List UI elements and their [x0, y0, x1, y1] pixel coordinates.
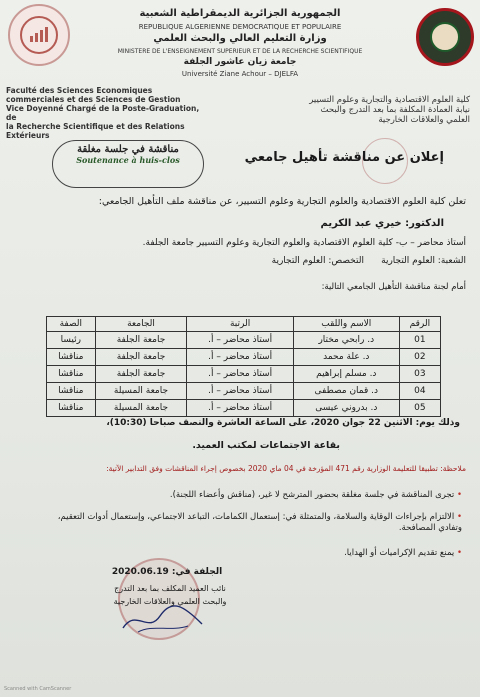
note-text: ملاحظة: تطبيقا للتعليمة الوزارية رقم 471 المؤرخة في 04 ماي 2020 بخصوص إجراء المناقشات وفق التدابير الآتية: [106, 464, 466, 473]
table-row [47, 332, 441, 349]
table-cell: د. علة محمد [293, 349, 399, 366]
signature-line-2: والبحث العلمي والعلاقات الخارجية [113, 597, 227, 606]
bullet-item [42, 512, 462, 534]
table-header: الرتبة [187, 317, 293, 332]
table-row [47, 366, 441, 383]
table-cell: 01 [399, 332, 440, 349]
table-cell: أستاذ محاضر – أ. [187, 383, 293, 400]
faculty-block-fr [6, 86, 206, 140]
table-cell: أستاذ محاضر – أ. [187, 366, 293, 383]
table-cell: جامعة الجلفة [95, 349, 187, 366]
table-cell: أستاذ محاضر – أ. [187, 332, 293, 349]
table-cell: رئيسا [47, 332, 96, 349]
candidate-position: أستاذ محاضر – ب- كلية العلوم الاقتصادية والعلوم التجارية وعلوم التسيير جامعة الجلفة. [142, 238, 466, 248]
scanner-watermark: Scanned with CamScanner [4, 686, 72, 692]
faculty-line-ar: نيابة العمادة المكلفة بما بعد التدرج والبحث [320, 105, 470, 115]
table-cell: د. قمان مصطفى [293, 383, 399, 400]
committee-intro: أمام لجنة مناقشة التأهيل الجامعي التالية: [321, 282, 466, 292]
faculty-line-ar: العلمي والعلاقات الخارجية [378, 115, 470, 125]
table-cell: 04 [399, 383, 440, 400]
table-cell: أستاذ محاضر – أ. [187, 400, 293, 417]
bullet-dot: • [454, 548, 462, 558]
header-fr-republic: REPUBLIQUE ALGERIENNE DEMOCRATIQUE ET POPULAIRE [138, 23, 342, 31]
table-header: الاسم واللقب [293, 317, 399, 332]
defense-venue: بقاعة الاجتماعات لمكتب العميد. [192, 440, 340, 451]
table-cell: مناقشا [47, 349, 96, 366]
header-fr-ministry: MINISTERE DE L'ENSEIGNEMENT SUPERIEUR ET DE LA RECHERCHE SCIENTIFIQUE [117, 48, 363, 55]
table-row [47, 349, 441, 366]
faculty-block-ar [260, 95, 470, 125]
table-cell: د. بدروني عيسى [293, 400, 399, 417]
table-cell: د. مسلم إبراهيم [293, 366, 399, 383]
faculty-line: Extérieurs [6, 131, 50, 140]
bullet-text: الالتزام بإجراءات الوقاية والسلامة، والمتمثلة في: إستعمال الكمامات، التباعد الاجتماعي، وإستعمال أدوات التعقيم، وتفادي المصافحة. [57, 512, 462, 533]
bullet-dot: • [454, 512, 462, 522]
cloud-text-fr: Soutenance à huis-clos [76, 155, 180, 165]
faculty-line: commerciales et des Sciences de Gestion [6, 95, 181, 104]
faculty-logo [8, 4, 70, 66]
table-header: الرقم [399, 317, 440, 332]
university-logo [416, 8, 474, 66]
bullet-text: تجرى المناقشة في جلسة مغلقة بحضور المترشح لا غير، (مناقش وأعضاء اللجنة). [169, 490, 455, 500]
branch-speciality: الشعبة: العلوم التجارية التخصص: العلوم التجارية [271, 256, 466, 266]
table-cell: د. رابحي مختار [293, 332, 399, 349]
faculty-line-ar: كلية العلوم الاقتصادية والتجارية وعلوم التسيير [309, 95, 470, 105]
bullet-item [42, 548, 462, 558]
closed-session-cloud [52, 140, 204, 188]
header-ar-university: جامعة زيان عاشور الجلفة [183, 57, 297, 67]
header-fr-university: Université Ziane Achour – DJELFA [181, 70, 299, 78]
table-cell: 02 [399, 349, 440, 366]
header-ar-republic: الجمهورية الجزائرية الديمقراطية الشعبية [139, 8, 341, 19]
table-cell: مناقشا [47, 366, 96, 383]
committee-table [46, 316, 441, 417]
handwritten-signature [118, 602, 208, 638]
table-cell: جامعة الجلفة [95, 332, 187, 349]
cloud-text-ar: مناقشة في جلسة مغلقة [77, 144, 179, 155]
table-cell: جامعة المسيلة [95, 383, 187, 400]
faculty-line: la Recherche Scientifique et des Relations [6, 122, 185, 131]
intro-text: تعلن كلية العلوم الاقتصادية والعلوم التجارية وعلوم التسيير، عن مناقشة ملف التأهيل الجامعي: [98, 196, 466, 207]
table-cell: مناقشا [47, 383, 96, 400]
table-header: الصفة [47, 317, 96, 332]
bullet-item [42, 490, 462, 500]
table-header: الجامعة [95, 317, 187, 332]
header-ar-ministry: وزارة التعليم العالي والبحث العلمي [153, 33, 327, 44]
faculty-line: Vice Doyenné Chargé de la Poste-Graduation, de [6, 104, 200, 122]
signature-place-date: الجلفة في: 2020.06.19 [111, 567, 223, 577]
table-cell: 05 [399, 400, 440, 417]
bullet-text: يمنع تقديم الإكراميات أو الهدايا. [344, 548, 455, 558]
table-row [47, 400, 441, 417]
table-row [47, 383, 441, 400]
defense-datetime: وذلك يوم: الاثنين 22 جوان 2020، على الساعة العاشرة والنصف صباحا (10:30)، [106, 418, 460, 428]
bullet-dot: • [454, 490, 462, 500]
table-cell: جامعة المسيلة [95, 400, 187, 417]
table-cell: أستاذ محاضر – أ. [187, 349, 293, 366]
signature-line-1: نائب العميد المكلف بما بعد التدرج [114, 584, 226, 593]
table-cell: مناقشا [47, 400, 96, 417]
announcement-title: إعلان عن مناقشة تأهيل جامعي [244, 150, 444, 165]
candidate-name: الدكتور: خيري عبد الكريم [320, 218, 444, 229]
table-header-row [47, 317, 441, 332]
table-cell: جامعة الجلفة [95, 366, 187, 383]
table-cell: 03 [399, 366, 440, 383]
faculty-line: Faculté des Sciences Economiques [6, 86, 153, 95]
